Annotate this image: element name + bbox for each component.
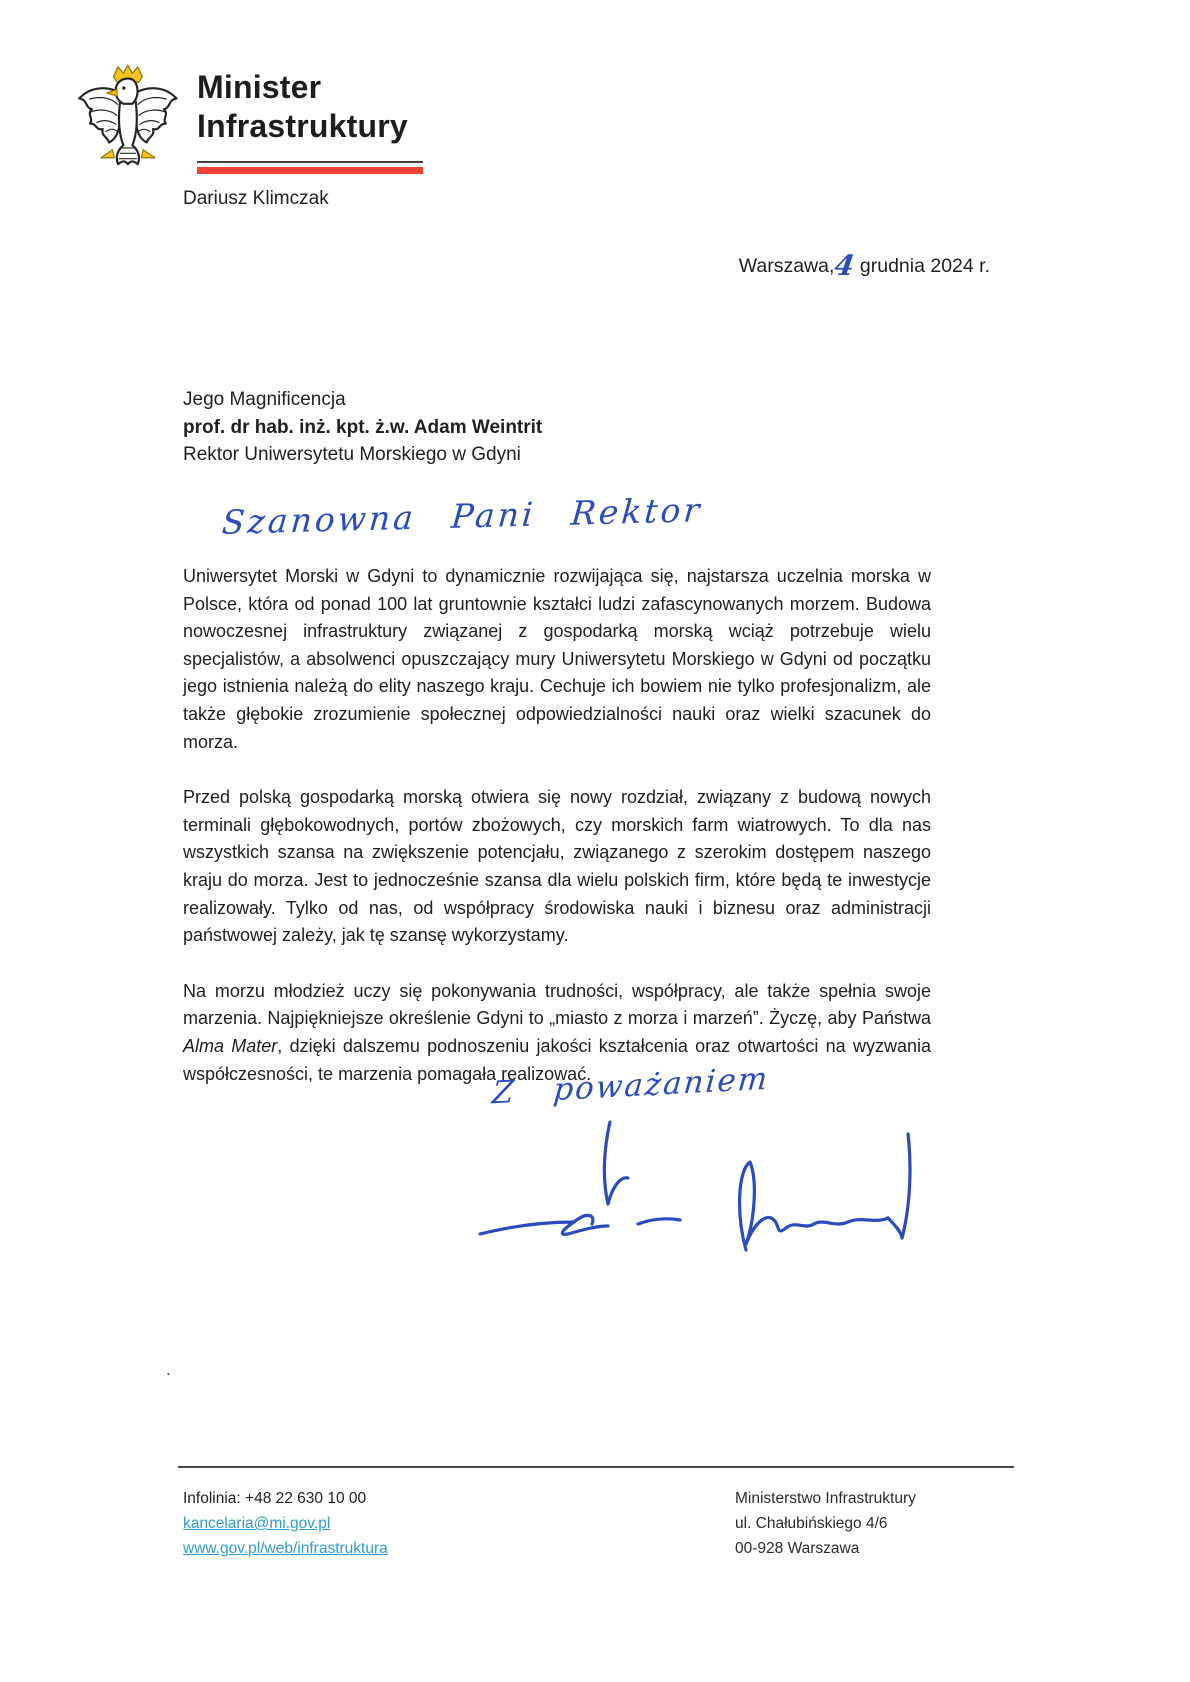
footer-street: ul. Chałubińskiego 4/6 bbox=[735, 1515, 888, 1532]
footer-website-link[interactable]: www.gov.pl/web/infrastruktura bbox=[183, 1540, 388, 1557]
footer-organization: Ministerstwo Infrastruktury bbox=[735, 1490, 916, 1507]
ministry-title bbox=[197, 68, 408, 146]
footer-divider bbox=[178, 1466, 1014, 1468]
addressee-name: prof. dr hab. inż. kpt. ż.w. Adam Weintrit bbox=[183, 416, 543, 438]
dateline bbox=[738, 249, 990, 282]
ministry-title-line2: Infrastruktury bbox=[197, 108, 408, 144]
handwritten-closing: Z poważaniem bbox=[490, 1060, 771, 1112]
addressee-honorific: Jego Magnificencja bbox=[183, 389, 346, 410]
handwritten-salutation: Szanowna Pani Rektor bbox=[220, 490, 704, 542]
body-paragraph-2: Przed polską gospodarką morską otwiera się nowy rozdział, związany z budową nowych terminali głębokowodnych, portów zbożowych, czy morskich farm wiatrowych. To dla nas wszystkich szansa na zwiększenie potencjału, związanego z szerokim dostępem naszego kraju do morza. Jest to jednocześnie szansa dla wielu polskich firm, które będą te inwestycje realizowały. Tylko od nas, od współpracy środowiska nauki i biznesu oraz administracji państwowej zależy, jak tę szansę wykorzystamy. bbox=[183, 787, 931, 946]
addressee-block bbox=[183, 386, 542, 469]
addressee-position: Rektor Uniwersytetu Morskiego w Gdyni bbox=[183, 444, 521, 465]
dateline-city: Warszawa, bbox=[738, 255, 835, 277]
footer-contact-block bbox=[183, 1486, 388, 1561]
body-paragraph-3-text-end: , dzięki dalszemu podnoszeniu jakości kształcenia oraz otwartości na wyzwania współczesności, te marzenia pomagała realizować. bbox=[183, 1035, 931, 1084]
footer-city: 00-928 Warszawa bbox=[735, 1540, 860, 1557]
footer-email-link[interactable]: kancelaria@mi.gov.pl bbox=[183, 1515, 331, 1532]
alma-mater-italic: Alma Mater bbox=[183, 1035, 278, 1056]
letterhead-divider bbox=[197, 161, 423, 174]
stray-period-mark: . bbox=[166, 1360, 171, 1379]
ministry-title-line1: Minister bbox=[197, 69, 322, 105]
letterhead-divider-red-line bbox=[197, 167, 423, 174]
footer-address-block bbox=[735, 1486, 916, 1561]
minister-name: Dariusz Klimczak bbox=[183, 188, 329, 209]
handwritten-day: 4 bbox=[832, 249, 857, 282]
dateline-rest: grudnia 2024 r. bbox=[859, 255, 990, 277]
body-paragraph-3-text: Na morzu młodzież uczy się pokonywania trudności, współpracy, ale także spełnia swoje marzenia. Najpiękniejsze określenie Gdyni to „miasto z morza i marzeń”. Życzę, aby Państwa bbox=[183, 980, 931, 1029]
letterhead-divider-dark-line bbox=[197, 161, 423, 163]
body-paragraph-1: Uniwersytet Morski w Gdyni to dynamicznie rozwijająca się, najstarsza uczelnia morska w Polsce, która od ponad 100 lat gruntownie kształci ludzi zafascynowanych morzem. Budowa nowoczesnej infrastruktury związanej z gospodarką morską wciąż potrzebuje wielu specjalistów, a absolwenci opuszczający mury Uniwersytetu Morskiego w Gdyni od początku jego istnienia należą do elity naszego kraju. Cechuje ich bowiem nie tylko profesjonalizm, ale także głębokie zrozumienie społecznej odpowiedzialności nauki oraz wielki szacunek do morza. bbox=[183, 566, 931, 752]
polish-eagle-emblem-icon bbox=[73, 58, 181, 182]
letter-body bbox=[183, 563, 931, 1116]
signature-scribble bbox=[462, 1118, 932, 1278]
footer-infoline: Infolinia: +48 22 630 10 00 bbox=[183, 1490, 367, 1507]
